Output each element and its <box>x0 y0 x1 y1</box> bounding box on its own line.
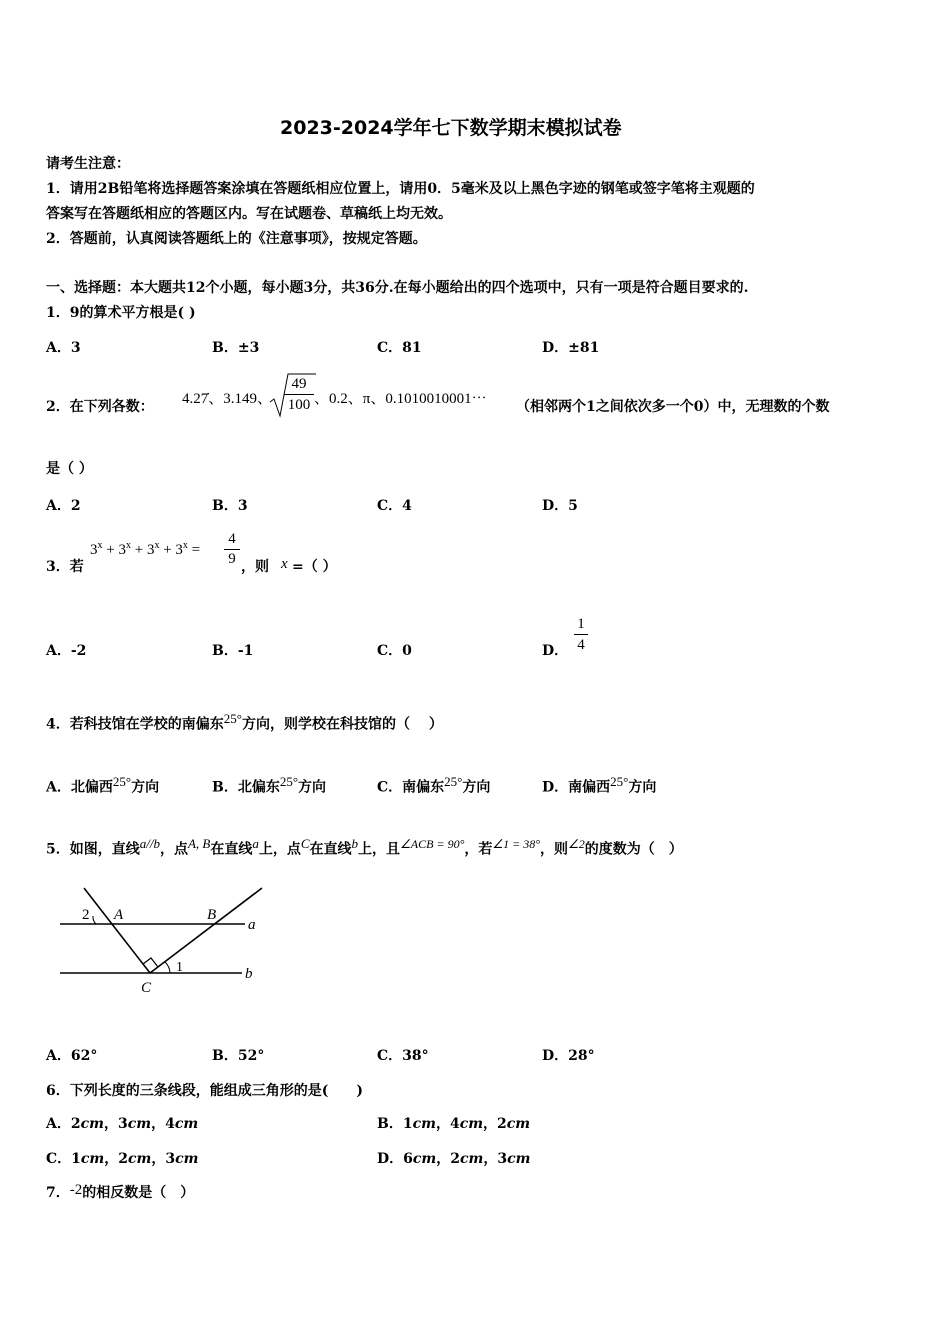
q5-math: A, B <box>187 836 211 851</box>
q6-val: 1 <box>402 1116 413 1132</box>
q6-val: 2 <box>70 1116 81 1132</box>
q5-stem <box>46 836 683 859</box>
q6-unit: cm <box>459 1151 484 1167</box>
q3-option-b: B．-1 <box>212 643 254 659</box>
q6-opt-label: B． <box>377 1116 403 1132</box>
q4-opt-angle: 25° <box>610 774 629 789</box>
q3-plus: + <box>106 542 115 558</box>
q6-unit: cm <box>507 1151 531 1167</box>
q4-option-d <box>542 774 656 797</box>
q1-option-b: B．±3 <box>212 340 260 356</box>
q6-option-b <box>377 1113 530 1133</box>
q5-option-c: C．38° <box>377 1048 429 1064</box>
q6-unit: cm <box>506 1116 531 1132</box>
q4-opt-tail: 方向 <box>462 779 491 796</box>
q3-frac-num: 4 <box>224 530 240 550</box>
q3-term: 3 <box>90 542 98 558</box>
q6-sep: ， <box>483 1151 498 1167</box>
q6-option-a <box>46 1113 198 1133</box>
q7-prefix: 7． <box>46 1185 70 1201</box>
notice-heading: 请考生注意： <box>46 156 130 172</box>
q4-opt-angle: 25° <box>444 774 463 789</box>
q3-exp: x <box>182 540 188 551</box>
q5-math: a <box>252 836 259 851</box>
q4-opt-angle: 25° <box>112 774 132 789</box>
q6-unit: cm <box>459 1116 484 1132</box>
q3-tail: =（ ） <box>292 559 337 575</box>
q4-option-b <box>212 774 326 797</box>
q3-plus: + <box>163 542 172 558</box>
q6-val: 2 <box>450 1151 460 1167</box>
q2-option-a: A．2 <box>46 498 81 514</box>
q2-stem-prefix: 2．在下列各数： <box>46 399 154 415</box>
q1-option-a: A．3 <box>46 340 81 356</box>
fig-label-b-point: B <box>207 907 217 923</box>
angle-2-arc <box>93 916 96 924</box>
q4-prefix: 4．若科技馆在学校的南偏东 <box>46 716 224 733</box>
q6-unit: cm <box>175 1151 199 1167</box>
q4-opt-tail: 方向 <box>628 779 657 796</box>
fig-label-line-a: a <box>248 917 256 933</box>
q4-opt-label: A．北偏西 <box>46 779 113 796</box>
q3-expression <box>90 540 200 559</box>
q4-opt-angle: 25° <box>279 774 299 789</box>
q3-option-d-label: D． <box>542 643 569 659</box>
q4-angle: 25° <box>223 711 242 726</box>
q5-text: 在直线 <box>309 841 352 858</box>
section-heading: 一、选择题：本大题共12个小题，每小题3分，共36分.在每小题给出的四个选项中，只有一项是符合题目要求的. <box>46 280 749 296</box>
q4-suffix: 方向，则学校在科技馆的（ ） <box>241 716 443 733</box>
q6-unit: cm <box>412 1151 437 1167</box>
fig-label-a-point: A <box>114 907 124 923</box>
q7-stem <box>46 1182 194 1202</box>
q6-opt-label: D． <box>377 1151 404 1167</box>
q3-option-a: A．-2 <box>46 643 87 659</box>
q6-val: 2 <box>497 1116 507 1132</box>
q2-numbers-a: 4.27̇、3.149、 <box>182 391 273 407</box>
fig-label-1: 1 <box>176 960 183 975</box>
q6-option-c <box>46 1148 198 1168</box>
q3-suffix: ，则 <box>241 559 269 575</box>
fig-label-line-b: b <box>245 966 253 982</box>
q6-unit: cm <box>174 1116 199 1132</box>
q6-unit: cm <box>127 1116 152 1132</box>
q7-math: -2 <box>69 1182 83 1198</box>
q6-val: 4 <box>165 1116 175 1132</box>
q3-term: 3 <box>118 542 126 558</box>
q6-stem: 6．下列长度的三条线段，能组成三角形的是( ) <box>46 1083 363 1099</box>
q5-math: b <box>351 836 359 851</box>
q6-sep: ， <box>483 1116 498 1132</box>
q5-option-b: B．52° <box>212 1048 265 1064</box>
q6-sep: ， <box>435 1116 450 1132</box>
q4-opt-label: C．南偏东 <box>377 779 445 796</box>
page-title: 2023-2024学年七下数学期末模拟试卷 <box>280 117 622 139</box>
q2-sqrt-fraction <box>284 374 314 415</box>
q6-unit: cm <box>128 1151 152 1167</box>
q3-exp: x <box>154 540 160 551</box>
q5-math: ∠1 = 38° <box>492 837 541 851</box>
q2-numbers-b: 、0.2、π、0.1010010001⋯ <box>314 391 487 407</box>
q3-eq: = <box>191 542 201 558</box>
q3-term: 3 <box>175 542 183 558</box>
q3-optd-den: 4 <box>577 637 585 653</box>
q5-text: ，若 <box>464 841 493 858</box>
q2-stem-suffix: （相邻两个1之间依次多一个0）中，无理数的个数 <box>516 399 830 415</box>
q5-math: ∠ACB = 90° <box>400 837 465 851</box>
q6-sep: ， <box>151 1116 166 1132</box>
q1-option-c: C．81 <box>377 340 422 356</box>
q6-opt-label: C． <box>46 1151 72 1167</box>
q5-text: 上，且 <box>358 841 401 858</box>
q4-opt-tail: 方向 <box>298 779 327 796</box>
q6-sep: ， <box>103 1116 118 1132</box>
q4-opt-tail: 方向 <box>131 779 160 796</box>
q3-fraction <box>224 530 240 569</box>
q6-sep: ， <box>104 1151 119 1167</box>
segment-ac <box>84 888 150 973</box>
q5-math: ∠2 <box>568 837 585 851</box>
segment-cb <box>150 888 262 973</box>
q2-stem-cont: 是（ ） <box>46 461 93 477</box>
notice-line-1: 1．请用2B铅笔将选择题答案涂填在答题纸相应位置上，请用0．5毫米及以上黑色字迹的钢笔或签字笔将主观题的 <box>46 181 755 197</box>
q5-option-d: D．28° <box>542 1048 595 1064</box>
q6-val: 1 <box>71 1151 81 1167</box>
notice-line-3: 2．答题前，认真阅读答题纸上的《注意事项》，按规定答题。 <box>46 231 427 247</box>
q5-text: ，点 <box>159 841 188 858</box>
q5-text: 的度数为（ ） <box>584 841 683 858</box>
q6-val: 6 <box>403 1151 413 1167</box>
q1-option-d: D．±81 <box>542 340 600 356</box>
q4-option-c <box>377 774 490 797</box>
q4-option-a <box>46 774 159 797</box>
q6-val: 3 <box>165 1151 176 1167</box>
fig-label-c: C <box>141 980 152 996</box>
q6-opt-label: A． <box>46 1116 71 1132</box>
q3-option-d-fraction <box>574 614 588 655</box>
q6-val: 3 <box>117 1116 128 1132</box>
q4-opt-label: B．北偏东 <box>212 779 280 796</box>
q2-sqrt-den: 100 <box>287 397 311 413</box>
q6-val: 4 <box>449 1116 460 1132</box>
q5-text: 上，点 <box>258 841 301 858</box>
fig-label-2: 2 <box>82 907 90 923</box>
q3-optd-num: 1 <box>574 614 588 635</box>
q1-stem: 1．9的算术平方根是( ) <box>46 305 196 321</box>
q5-text: ，则 <box>540 841 569 858</box>
q5-option-a: A．62° <box>46 1048 98 1064</box>
q2-option-d: D．5 <box>542 498 578 514</box>
q3-var: x <box>281 556 288 572</box>
q2-option-c: C．4 <box>377 498 412 514</box>
q2-sqrt-num: 49 <box>284 374 314 395</box>
q6-unit: cm <box>80 1116 104 1132</box>
q5-text: 在直线 <box>210 841 253 858</box>
q2-option-b: B．3 <box>212 498 248 514</box>
q4-opt-label: D．南偏西 <box>542 779 611 796</box>
q6-sep: ， <box>436 1151 451 1167</box>
q5-math: C <box>300 836 310 851</box>
q4-stem <box>46 711 443 734</box>
q5-figure <box>52 880 272 1000</box>
q5-text: 5．如图，直线 <box>46 841 140 858</box>
q7-suffix: 的相反数是（ ） <box>82 1185 195 1201</box>
q6-option-d <box>377 1148 530 1168</box>
q5-math: a//b <box>139 836 160 851</box>
notice-line-2: 答案写在答题纸相应的答题区内。写在试题卷、草稿纸上均无效。 <box>46 206 452 222</box>
q6-val: 2 <box>118 1151 128 1167</box>
q3-exp: x <box>97 540 103 551</box>
q3-plus: + <box>134 542 144 558</box>
angle-1-arc <box>165 962 170 973</box>
q3-option-c: C．0 <box>377 643 412 659</box>
q6-val: 3 <box>497 1151 508 1167</box>
q6-unit: cm <box>80 1151 105 1167</box>
q3-term: 3 <box>146 542 155 558</box>
q6-sep: ， <box>151 1151 166 1167</box>
q3-exp: x <box>125 540 131 551</box>
q6-unit: cm <box>412 1116 436 1132</box>
q3-prefix: 3．若 <box>46 559 84 575</box>
q3-frac-den: 9 <box>228 551 236 567</box>
